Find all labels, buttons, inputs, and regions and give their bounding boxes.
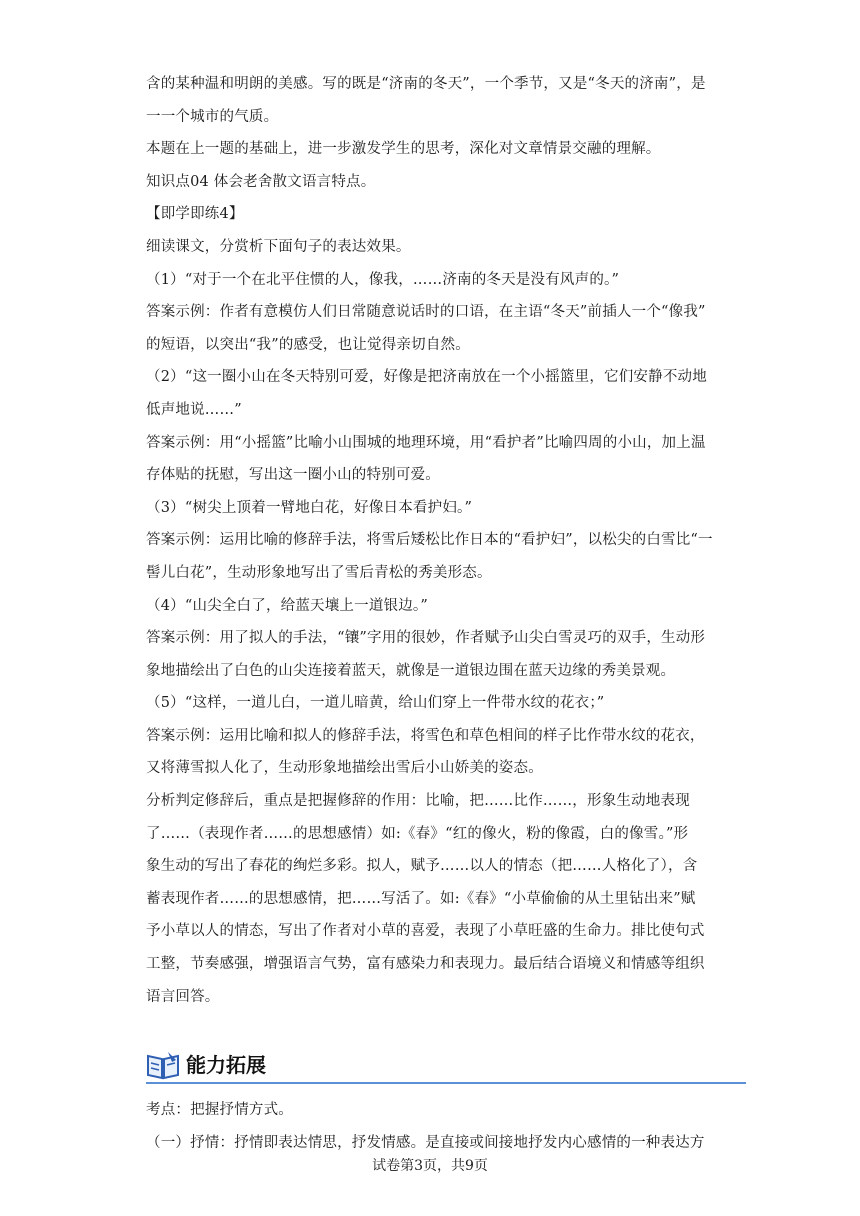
section-title: 能力拓展 bbox=[186, 1053, 266, 1077]
analysis-line: 象生动的写出了春花的绚烂多彩。拟人，赋予……以人的情态（把……人格化了），含 bbox=[146, 858, 698, 875]
answer-line: 答案示例：运用比喻和拟人的修辞手法，将雪色和草色相间的样子比作带水纹的花衣， bbox=[146, 727, 705, 744]
question-item: 低声地说……” bbox=[146, 401, 242, 418]
answer-line: 答案示例：用“小摇篮”比喻小山围城的地理环境，用“看护者”比喻四周的小山，加上温 bbox=[146, 434, 706, 451]
analysis-line: 工整，节奏感强，增强语言气势，富有感染力和表现力。最后结合语境义和情感等组织 bbox=[146, 956, 705, 973]
text-line: 含的某种温和明朗的美感。写的既是“济南的冬天”，一个季节，又是“冬天的济南”，是 bbox=[146, 76, 706, 92]
question-prompt: 细读课文，分赏析下面句子的表达效果。 bbox=[146, 238, 411, 255]
answer-line: 答案示例：作者有意模仿人们日常随意说话时的口语，在主语“冬天”前插人一个“像我” bbox=[146, 304, 706, 321]
text-line: 考点：把握抒情方式。 bbox=[146, 1102, 293, 1118]
answer-line: 答案示例：用了拟人的手法，“镶”字用的很妙，作者赋予山尖白雪灵巧的双手，生动形 bbox=[146, 630, 706, 647]
answer-line: 髻儿白花”，生动形象地写出了雪后青松的秀美形态。 bbox=[146, 564, 492, 581]
question-item: （1）“对于一个在北平住惯的人，像我，……济南的冬天是没有风声的。” bbox=[146, 271, 620, 288]
extension-text bbox=[146, 1094, 746, 1159]
section-header bbox=[146, 1048, 746, 1084]
knowledge-point-heading: 知识点04 体会老舍散文语言特点。 bbox=[146, 173, 376, 190]
analysis-line: 予小草以人的情态，写出了作者对小草的喜爱，表现了小草旺盛的生命力。排比使句式 bbox=[146, 923, 705, 940]
exercise-heading: 【即学即练4】 bbox=[146, 206, 244, 223]
answer-line: 存体贴的抚慰，写出这一圈小山的特别可爱。 bbox=[146, 467, 440, 484]
question-item: （5）“这样，一道儿白，一道儿暗黄，给山们穿上一件带水纹的花衣；” bbox=[146, 695, 605, 712]
question-item: （2）“这一圈小山在冬天特别可爱，好像是把济南放在一个小摇篮里，它们安静不动地 bbox=[146, 369, 707, 386]
analysis-line: 分析判定修辞后，重点是把握修辞的作用：比喻，把……比作……，形象生动地表现 bbox=[146, 793, 690, 810]
book-icon bbox=[146, 1050, 180, 1080]
text-line: 本题在上一题的基础上，进一步激发学生的思考，深化对文章情景交融的理解。 bbox=[146, 141, 661, 158]
answer-line: 的短语，以突出“我”的感受，也让觉得亲切自然。 bbox=[146, 336, 470, 353]
answer-line: 象地描绘出了白色的山尖连接着蓝天，就像是一道银边围在蓝天边缘的秀美景观。 bbox=[146, 662, 676, 679]
analysis-line: 语言回答。 bbox=[146, 988, 220, 1005]
answer-line: 答案示例：运用比喻的修辞手法，将雪后矮松比作日本的“看护妇”，以松尖的白雪比“一 bbox=[146, 532, 713, 549]
analysis-line: 了……（表现作者……的思想感情）如:《春》“红的像火，粉的像霞，白的像雪。”形 bbox=[146, 825, 689, 842]
text-line: 一一个城市的气质。 bbox=[146, 108, 279, 125]
answer-line: 又将薄雪拟人化了，生动形象地描绘出雪后小山娇美的姿态。 bbox=[146, 760, 543, 777]
question-item: （3）“树尖上顶着一臂地白花，好像日本看护妇。” bbox=[146, 499, 473, 516]
question-item: （4）“山尖全白了，给蓝天壤上一道银边。” bbox=[146, 597, 428, 614]
body-text bbox=[146, 68, 726, 1013]
page-footer: 试卷第3页，共9页 bbox=[372, 1158, 488, 1174]
text-line: （一）抒情：抒情即表达情思，抒发情感。是直接或间接地抒发内心感情的一种表达方 bbox=[146, 1134, 705, 1151]
section-divider bbox=[146, 1082, 746, 1084]
analysis-line: 蓄表现作者……的思想感情，把……写活了。如:《春》“小草偷偷的从土里钻出来”赋 bbox=[146, 890, 696, 907]
